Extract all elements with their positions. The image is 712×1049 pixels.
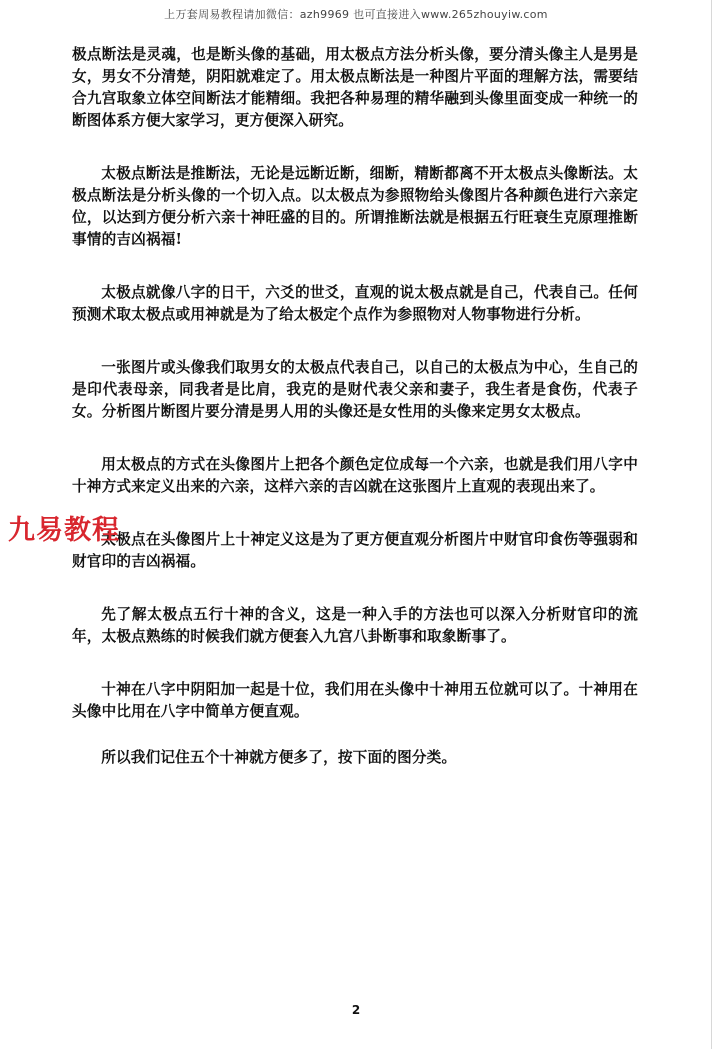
body-text	[72, 44, 638, 800]
paragraph-5: 用太极点的方式在头像图片上把各个颜色定位成每一个六亲，也就是我们用八字中十神方式来定义出来的六亲，这样六亲的吉凶就在这张图片上直观的表现出来了。	[72, 456, 638, 495]
paragraph-7: 先了解太极点五行十神的含义，这是一种入手的方法也可以深入分析财官印的流年，太极点熟练的时候我们就方便套入九宫八卦断事和取象断事了。	[72, 606, 638, 645]
header-banner: 上万套周易教程请加微信：azh9969 也可直接进入www.265zhouyiw.com	[164, 8, 548, 21]
watermark-logo: 九易教程	[8, 515, 120, 546]
paragraph-9: 所以我们记住五个十神就方便多了，按下面的图分类。	[101, 749, 457, 766]
page-number: 2	[351, 1003, 361, 1017]
paragraph-4: 一张图片或头像我们取男女的太极点代表自己，以自己的太极点为中心，生自己的是印代表母亲，同我者是比肩，我克的是财代表父亲和妻子，我生者是食伤，代表子女。分析图片断图片要分清是男人用的头像还是女性用的头像来定男女太极点。	[72, 359, 638, 420]
paragraph-2: 太极点断法是推断法，无论是远断近断，细断，精断都离不开太极点头像断法。太极点断法是分析头像的一个切入点。以太极点为参照物给头像图片各种颜色进行六亲定位，以达到方便分析六亲十神旺盛的目的。所谓推断法就是根据五行旺衰生克原理推断事情的吉凶祸福!	[72, 165, 638, 248]
paragraph-3: 太极点就像八字的日干，六爻的世爻，直观的说太极点就是自己，代表自己。任何预测术取太极点或用神就是为了给太极定个点作为参照物对人物事物进行分析。	[72, 284, 638, 323]
paragraph-6: 太极点在头像图片上十神定义这是为了更方便直观分析图片中财官印食伤等强弱和财官印的吉凶祸福。	[72, 531, 638, 570]
paragraph-1: 极点断法是灵魂，也是断头像的基础，用太极点方法分析头像，要分清头像主人是男是女，男女不分清楚，阴阳就难定了。用太极点断法是一种图片平面的理解方法，需要结合九宫取象立体空间断法才能精细。我把各种易理的精华融到头像里面变成一种统一的断图体系方便大家学习，更方便深入研究。	[72, 46, 638, 129]
paragraph-8: 十神在八字中阴阳加一起是十位，我们用在头像中十神用五位就可以了。十神用在头像中比用在八字中简单方便直观。	[72, 681, 638, 720]
